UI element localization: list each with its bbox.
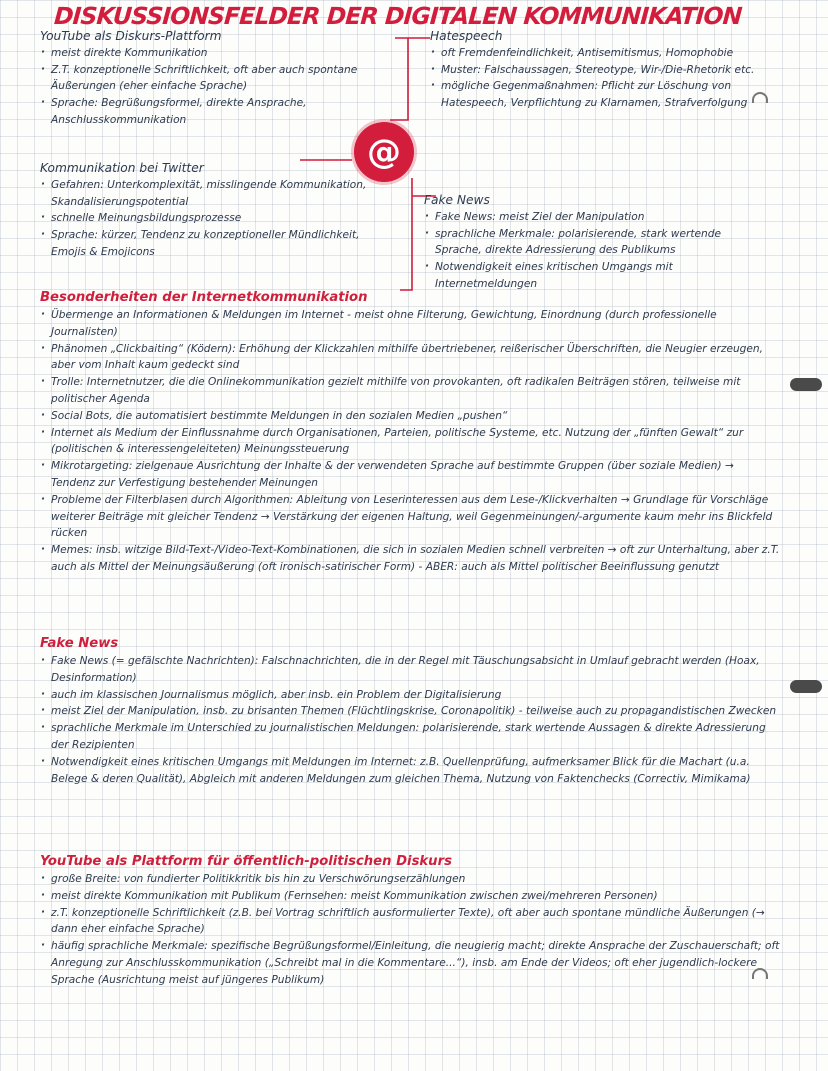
hatespeech-mindmap-box <box>430 28 760 112</box>
list-item: · Sprache: kürzer, Tendenz zu konzeptioneller Mündlichkeit, Emojis & Emojicons <box>40 227 390 261</box>
list-item: · Sprache: Begrüßungsformel, direkte Ansprache, Anschlusskommunikation <box>40 95 406 129</box>
section-heading: YouTube als Plattform für öffentlich-politischen Diskurs <box>40 854 452 869</box>
section-fake-news <box>40 634 780 787</box>
list-item: · große Breite: von fundierter Politikkritik bis hin zu Verschwörungserzählungen <box>40 871 780 888</box>
list-item: · meist direkte Kommunikation <box>40 45 406 62</box>
list-item: · auch im klassischen Journalismus möglich, aber insb. ein Problem der Digitalisierung <box>40 687 780 704</box>
list-item: · Probleme der Filterblasen durch Algorithmen: Ableitung von Leserinteressen aus dem Lese-/Klickverhalten → Grundlage für Vorschläge weiterer Beiträge mit gleicher Tendenz → Verstärkung der eigenen Haltung, weil Gegenmeinungen/-argumente kaum mehr ins Blickfeld rücken <box>40 492 780 542</box>
list-item: · Fake News: meist Ziel der Manipulation <box>424 209 760 226</box>
list-item: · Fake News (= gefälschte Nachrichten): Falschnachrichten, die in der Regel mit Täuschungsabsicht in Umlauf gebracht werden (Hoax, Desinformation) <box>40 653 780 687</box>
list-item: · Social Bots, die automatisiert bestimmte Meldungen in den sozialen Medien „pushen“ <box>40 408 780 425</box>
list-item: · Gefahren: Unterkomplexität, misslingende Kommunikation, Skandalisierungspotential <box>40 177 390 211</box>
list-item: · mögliche Gegenmaßnahmen: Pflicht zur Löschung von Hatespeech, Verpflichtung zu Klarnamen, Strafverfolgung <box>430 78 760 112</box>
twitter-box-heading: Kommunikation bei Twitter <box>40 161 204 175</box>
binder-hole <box>790 378 822 391</box>
list-item: · Internet als Medium der Einflussnahme durch Organisationen, Parteien, politische Systeme, etc. Nutzung der „fünften Gewalt“ zur (politischen & interessengeleiteten) Meinungssteuerung <box>40 425 780 459</box>
section-heading: Besonderheiten der Internetkommunikation <box>40 290 368 305</box>
binder-hole <box>790 680 822 693</box>
page-title: DISKUSSIONSFELDER DER DIGITALEN KOMMUNIKATION <box>53 2 743 30</box>
list-item: · häufig sprachliche Merkmale: spezifische Begrüßungsformel/Einleitung, die neugierig macht; direkte Ansprache der Zuschauerschaft; oft Anregung zur Anschlusskommunikation („Schreibt mal in die Kommentare...“), insb. am Ende der Videos; oft eher jugendlich-lockere Sprache (Ausrichtung meist auf jüngeres Publikum) <box>40 938 780 988</box>
list-item: · meist Ziel der Manipulation, insb. zu brisanten Themen (Flüchtlingskrise, Coronapolitik) - teilweise auch zu propagandistischen Zwecken <box>40 703 780 720</box>
list-item: · sprachliche Merkmale im Unterschied zu journalistischen Meldungen: polarisierende, stark wertende Aussagen & direkte Adressierung der Rezipienten <box>40 720 780 754</box>
fakenews-mindmap-box <box>424 192 760 293</box>
list-item: · sprachliche Merkmale: polarisierende, stark wertende Sprache, direkte Adressierung des Publikums <box>424 226 760 260</box>
section-internet-communication <box>40 288 780 576</box>
list-item: · Trolle: Internetnutzer, die die Onlinekommunikation gezielt mithilfe von provokanten, oft radikalen Beiträgen stören, teilweise mit politischer Agenda <box>40 374 780 408</box>
fakenews-box-heading: Fake News <box>424 193 490 207</box>
list-item: · Notwendigkeit eines kritischen Umgangs mit Internetmeldungen <box>424 259 760 293</box>
list-item: · z.T. konzeptionelle Schriftlichkeit (z.B. bei Vortrag schriftlich ausformulierter Texte), oft aber auch spontane mündliche Äußerungen (→ dann eher einfache Sprache) <box>40 905 780 939</box>
list-item: · Memes: insb. witzige Bild-Text-/Video-Text-Kombinationen, die sich in sozialen Medien schnell verbreiten → oft zur Unterhaltung, aber z.T. auch als Mittel der Meinungsäußerung (oft ironisch-satirischer Form) - ABER: auch als Mittel politischer Beeinflussung genutzt <box>40 542 780 576</box>
list-item: · Übermenge an Informationen & Meldungen im Internet - meist ohne Filterung, Gewichtung, Einordnung (durch professionelle Journalisten) <box>40 307 780 341</box>
list-item: · oft Fremdenfeindlichkeit, Antisemitismus, Homophobie <box>430 45 760 62</box>
twitter-mindmap-box <box>40 160 390 261</box>
at-sign-glyph: @ <box>367 132 401 172</box>
list-item: · schnelle Meinungsbildungsprozesse <box>40 210 390 227</box>
youtube-mindmap-box <box>40 28 406 129</box>
list-item: · meist direkte Kommunikation mit Publikum (Fernsehen: meist Kommunikation zwischen zwei/mehreren Personen) <box>40 888 780 905</box>
youtube-box-heading: YouTube als Diskurs-Plattform <box>40 29 222 43</box>
list-item: · Z.T. konzeptionelle Schriftlichkeit, oft aber auch spontane Äußerungen (eher einfache Sprache) <box>40 62 406 96</box>
hatespeech-box-heading: Hatespeech <box>430 29 503 43</box>
ring-mark-icon <box>752 92 768 103</box>
section-youtube-discourse <box>40 852 780 989</box>
list-item: · Muster: Falschaussagen, Stereotype, Wir-/Die-Rhetorik etc. <box>430 62 760 79</box>
section-heading: Fake News <box>40 636 119 651</box>
ring-mark-icon <box>752 968 768 979</box>
list-item: · Notwendigkeit eines kritischen Umgangs mit Meldungen im Internet: z.B. Quellenprüfung, aufmerksamer Blick für die Machart (u.a. Belege & deren Qualität), Abgleich mit anderen Meldungen zum gleichen Thema, Nutzung von Faktenchecks (Correctiv, Mimikama) <box>40 754 780 788</box>
list-item: · Phänomen „Clickbaiting“ (Ködern): Erhöhung der Klickzahlen mithilfe übertriebener, reißerischer Überschriften, die Neugier erzeugen, aber vom Inhalt kaum gedeckt sind <box>40 341 780 375</box>
list-item: · Mikrotargeting: zielgenaue Ausrichtung der Inhalte & der verwendeten Sprache auf bestimmte Gruppen (über soziale Medien) → Tendenz zur Verfestigung bestehender Meinungen <box>40 458 780 492</box>
